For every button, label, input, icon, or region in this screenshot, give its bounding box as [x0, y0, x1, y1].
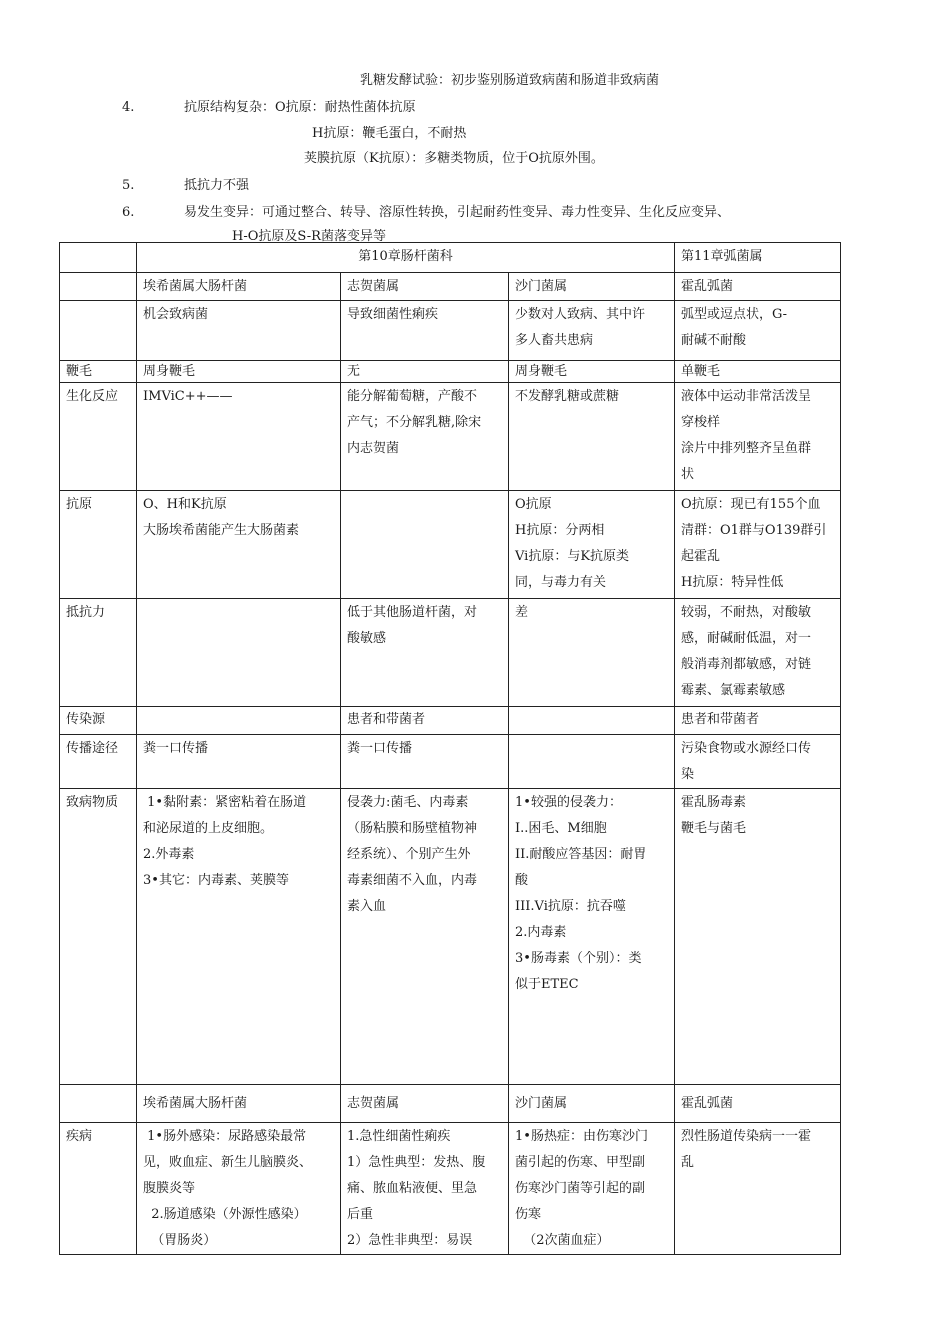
biochem-shigella: 能分解葡萄糖，产酸不 产气；不分解乳糖,除宋 内志贺菌	[341, 383, 509, 491]
pathogenic-ecoli: 1•黏附素：紧密粘着在肠道 和泌尿道的上皮细胞。 2.外毒素 3•其它：内毒素、荚膜等	[137, 789, 341, 1085]
genus-repeat-shigella: 志贺菌属	[341, 1085, 509, 1123]
antigen-vibrio: O抗原：现已有155个血 清群：O1群与O139群引 起霍乱 H抗原：特异性低	[675, 491, 841, 599]
antigen-label: 抗原	[60, 491, 137, 599]
item-5-number: 5.	[122, 178, 135, 193]
disease-row	[60, 1123, 841, 1255]
resistance-label: 抵抗力	[60, 599, 137, 707]
disease-label: 疾病	[60, 1123, 137, 1255]
pathogenic-row	[60, 789, 841, 1085]
description-shigella: 导致细菌性痢疾	[341, 301, 509, 361]
genus-repeat-ecoli: 埃希菌属大肠杆菌	[137, 1085, 341, 1123]
antigen-salmonella: O抗原 H抗原：分两相 Vi抗原：与K抗原类 同，与毒力有关	[509, 491, 675, 599]
bacteria-comparison-table	[59, 242, 841, 1255]
item-4-number: 4.	[122, 100, 135, 115]
disease-vibrio: 烈性肠道传染病一一霍 乱	[675, 1123, 841, 1255]
chapter-10-heading: 第10章肠杆菌科	[137, 243, 675, 273]
biochem-row	[60, 383, 841, 491]
source-row	[60, 707, 841, 735]
chapter-header-row	[60, 243, 841, 273]
pathogenic-shigella: 侵袭力:菌毛、内毒素 （肠粘膜和肠壁植物神 经系统）、个别产生外 毒素细菌不入血，内毒 素入血	[341, 789, 509, 1085]
resistance-row	[60, 599, 841, 707]
route-shigella: 粪一口传播	[341, 735, 509, 789]
chapter-11-heading: 第11章弧菌属	[675, 243, 841, 273]
description-vibrio: 弧型或逗点状，G- 耐碱不耐酸	[675, 301, 841, 361]
route-ecoli: 粪一口传播	[137, 735, 341, 789]
item-6-text: 易发生变异：可通过整合、转导、溶原性转换，引起耐药性变异、毒力性变异、生化反应变异、	[184, 205, 731, 220]
genus-label-cell	[60, 273, 137, 301]
genus-vibrio: 霍乱弧菌	[675, 273, 841, 301]
description-ecoli: 机会致病菌	[137, 301, 341, 361]
flagella-label: 鞭毛	[60, 361, 137, 383]
genus-header-row	[60, 273, 841, 301]
genus-repeat-salmonella: 沙门菌属	[509, 1085, 675, 1123]
source-label: 传染源	[60, 707, 137, 735]
route-row	[60, 735, 841, 789]
source-shigella: 患者和带菌者	[341, 707, 509, 735]
biochem-ecoli: IMViC++——	[137, 383, 341, 491]
item-5-text: 抵抗力不强	[184, 178, 250, 193]
biochem-vibrio: 液体中运动非常活泼呈 穿梭样 涂片中排列整齐呈鱼群 状	[675, 383, 841, 491]
antigen-shigella	[341, 491, 509, 599]
genus-shigella: 志贺菌属	[341, 273, 509, 301]
lactose-test-line: 乳糖发酵试验：初步鉴别肠道致病菌和肠道非致病菌	[360, 73, 660, 88]
genus-repeat-vibrio: 霍乱弧菌	[675, 1085, 841, 1123]
flagella-salmonella: 周身鞭毛	[509, 361, 675, 383]
biochem-label: 生化反应	[60, 383, 137, 491]
genus-repeat-row	[60, 1085, 841, 1123]
route-vibrio: 污染食物或水源经口传 染	[675, 735, 841, 789]
resistance-salmonella: 差	[509, 599, 675, 707]
route-salmonella	[509, 735, 675, 789]
description-label-cell	[60, 301, 137, 361]
item-4-text: 抗原结构复杂：O抗原：耐热性菌体抗原	[184, 100, 416, 115]
genus-ecoli: 埃希菌属大肠杆菌	[137, 273, 341, 301]
disease-shigella: 1.急性细菌性痢疾 1）急性典型：发热、腹 痛、脓血粘液便、里急 后重 2）急性非典型：易误	[341, 1123, 509, 1255]
genus-salmonella: 沙门菌属	[509, 273, 675, 301]
flagella-shigella: 无	[341, 361, 509, 383]
corner-cell	[60, 243, 137, 273]
source-vibrio: 患者和带菌者	[675, 707, 841, 735]
description-row	[60, 301, 841, 361]
antigen-ecoli: O、H和K抗原 大肠埃希菌能产生大肠菌素	[137, 491, 341, 599]
pathogenic-salmonella: 1•较强的侵袭力： I..困毛、M细胞 II.耐酸应答基因：耐胃 酸 III.Vi抗原：抗吞噬 2.内毒素 3•肠毒素（个别）：类 似于ETEC	[509, 789, 675, 1085]
resistance-shigella: 低于其他肠道杆菌，对 酸敏感	[341, 599, 509, 707]
pathogenic-label: 致病物质	[60, 789, 137, 1085]
resistance-vibrio: 较弱，不耐热，对酸敏 感，耐碱耐低温，对一 般消毒剂都敏感，对链 霉素、氯霉素敏感	[675, 599, 841, 707]
item-4-k-antigen: 荚膜抗原（K抗原）：多糖类物质，位于O抗原外围。	[304, 151, 604, 166]
item-6-continued: H-O抗原及S-R菌落变异等	[232, 229, 386, 244]
pathogenic-vibrio: 霍乱肠毒素 鞭毛与菌毛	[675, 789, 841, 1085]
flagella-row	[60, 361, 841, 383]
item-6-number: 6.	[122, 205, 135, 220]
flagella-vibrio: 单鞭毛	[675, 361, 841, 383]
disease-ecoli: 1•肠外感染：尿路感染最常 见，败血症、新生儿脑膜炎、 腹膜炎等 2.肠道感染（外源性感染） （胃肠炎）	[137, 1123, 341, 1255]
antigen-row	[60, 491, 841, 599]
route-label: 传播途径	[60, 735, 137, 789]
genus-repeat-label-cell	[60, 1085, 137, 1123]
source-ecoli	[137, 707, 341, 735]
flagella-ecoli: 周身鞭毛	[137, 361, 341, 383]
disease-salmonella: 1•肠热症：由伤寒沙门 菌引起的伤寒、甲型副 伤寒沙门菌等引起的副 伤寒 （2次菌血症）	[509, 1123, 675, 1255]
description-salmonella: 少数对人致病、其中许 多人畜共患病	[509, 301, 675, 361]
source-salmonella	[509, 707, 675, 735]
biochem-salmonella: 不发酵乳糖或蔗糖	[509, 383, 675, 491]
item-4-h-antigen: H抗原：鞭毛蛋白，不耐热	[312, 126, 467, 141]
resistance-ecoli	[137, 599, 341, 707]
